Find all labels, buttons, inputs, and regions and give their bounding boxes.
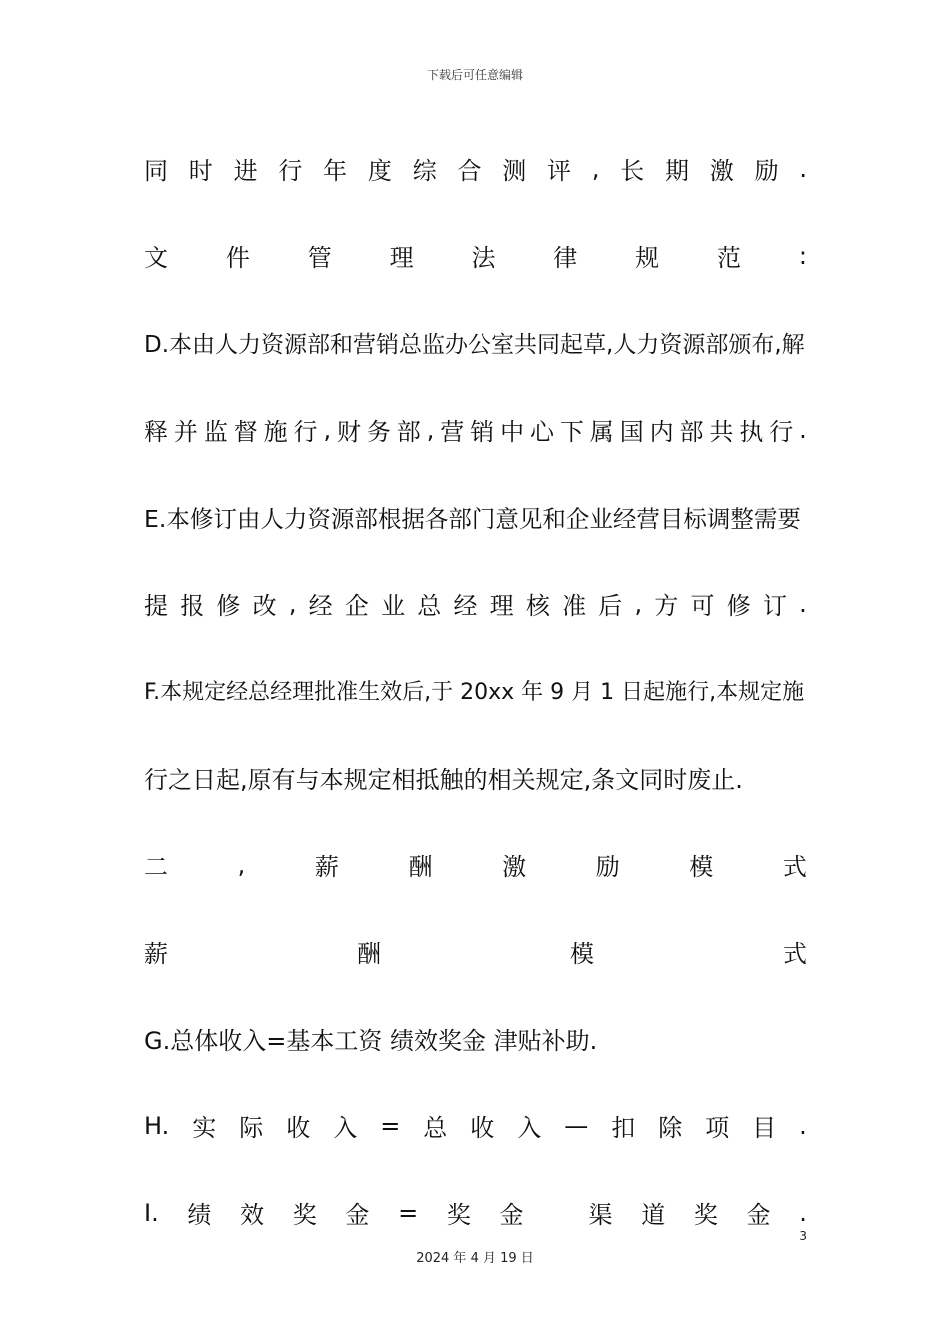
text-char: 企 bbox=[344, 592, 369, 620]
text-char: 管 bbox=[307, 244, 332, 272]
text-char: 目 bbox=[752, 1114, 777, 1142]
text-char: 实 bbox=[192, 1114, 217, 1142]
text-char: 总 bbox=[423, 1114, 448, 1142]
text-char: 渠 bbox=[588, 1201, 613, 1229]
text-char: : bbox=[798, 241, 807, 270]
text-run: D.本由人力资源部和营销总监办公室共同起草,人力资源部颁布,解 bbox=[144, 332, 805, 358]
text-char: 总 bbox=[417, 592, 442, 620]
text-char: 部 bbox=[679, 418, 704, 446]
text-char: 规 bbox=[635, 244, 660, 272]
text-char: 下 bbox=[559, 418, 584, 446]
text-char: 际 bbox=[239, 1114, 264, 1142]
text-char: 行 bbox=[769, 418, 794, 446]
text-char: 项 bbox=[705, 1114, 730, 1142]
text-run: 行之日起,原有与本规定相抵触的相关规定,条文同时废止. bbox=[144, 766, 743, 794]
text-char: 属 bbox=[589, 418, 614, 446]
document-body bbox=[144, 125, 807, 1256]
text-char: 改 bbox=[252, 592, 277, 620]
text-char: 后 bbox=[598, 592, 623, 620]
text-char: 业 bbox=[381, 592, 406, 620]
text-char: 共 bbox=[709, 418, 734, 446]
text-char: 并 bbox=[173, 418, 198, 446]
text-char: 绩 bbox=[187, 1201, 212, 1229]
text-char: 销 bbox=[470, 418, 495, 446]
text-line bbox=[144, 995, 807, 1082]
text-line bbox=[144, 125, 807, 212]
text-char: 核 bbox=[525, 592, 550, 620]
text-char: 励 bbox=[754, 157, 779, 185]
text-char: 模 bbox=[689, 853, 714, 881]
text-line bbox=[144, 647, 807, 734]
text-char: 内 bbox=[649, 418, 674, 446]
text-char: . bbox=[799, 589, 807, 618]
text-run: F.本规定经总经理批准生效后,于 20xx 年 9 月 1 日起施行,本规定施 bbox=[144, 680, 805, 705]
text-char: 心 bbox=[529, 418, 554, 446]
text-line bbox=[144, 908, 807, 995]
text-char: 部 bbox=[396, 418, 421, 446]
text-char: 修 bbox=[216, 592, 241, 620]
text-char: , bbox=[426, 415, 435, 444]
text-char: 激 bbox=[502, 853, 527, 881]
text-char: 金 bbox=[746, 1201, 771, 1229]
text-line bbox=[144, 1169, 807, 1256]
text-char: 除 bbox=[658, 1114, 683, 1142]
text-char: 件 bbox=[225, 244, 250, 272]
text-char: 式 bbox=[782, 853, 807, 881]
text-char: 合 bbox=[457, 157, 482, 185]
text-char: I. bbox=[144, 1198, 159, 1227]
text-char: 同 bbox=[144, 157, 168, 185]
text-char: 扣 bbox=[611, 1114, 636, 1142]
text-char: 奖 bbox=[446, 1201, 471, 1229]
text-char: 入 bbox=[517, 1114, 542, 1142]
text-char: . bbox=[799, 415, 807, 444]
text-line bbox=[144, 212, 807, 299]
text-char: 提 bbox=[144, 592, 168, 620]
text-char: 范 bbox=[717, 244, 742, 272]
text-char: 测 bbox=[502, 157, 527, 185]
text-char: 励 bbox=[595, 853, 620, 881]
text-char: 评 bbox=[547, 157, 572, 185]
text-char: 理 bbox=[489, 592, 514, 620]
text-char: 二 bbox=[144, 853, 168, 881]
text-char: . bbox=[799, 154, 807, 183]
text-char: 行 bbox=[278, 157, 303, 185]
text-char: , bbox=[237, 850, 246, 879]
text-char: 经 bbox=[453, 592, 478, 620]
text-char: 中 bbox=[500, 418, 525, 446]
text-char: 施 bbox=[263, 418, 288, 446]
text-line bbox=[144, 821, 807, 908]
text-char: 订 bbox=[762, 592, 787, 620]
text-char: 法 bbox=[471, 244, 496, 272]
text-char: . bbox=[799, 1111, 807, 1140]
text-char: 式 bbox=[783, 940, 807, 968]
text-line bbox=[144, 734, 807, 821]
text-char: 薪 bbox=[314, 853, 339, 881]
text-char: 入 bbox=[333, 1114, 358, 1142]
text-char: 金 bbox=[499, 1201, 524, 1229]
text-char: , bbox=[591, 154, 600, 183]
text-char: 酬 bbox=[357, 940, 381, 968]
text-char: 年 bbox=[323, 157, 348, 185]
text-char: 激 bbox=[709, 157, 734, 185]
text-char: 奖 bbox=[693, 1201, 718, 1229]
text-char: 收 bbox=[470, 1114, 495, 1142]
text-char: , bbox=[288, 589, 297, 618]
text-char: 营 bbox=[440, 418, 465, 446]
text-char: 模 bbox=[570, 940, 594, 968]
text-char: 进 bbox=[233, 157, 258, 185]
text-char: 期 bbox=[665, 157, 690, 185]
text-char: 文 bbox=[144, 244, 168, 272]
text-char: 道 bbox=[641, 1201, 666, 1229]
text-char: 薪 bbox=[144, 940, 168, 968]
text-line bbox=[144, 386, 807, 473]
text-char: 效 bbox=[240, 1201, 265, 1229]
text-char: = bbox=[380, 1111, 401, 1140]
text-char: 财 bbox=[336, 418, 361, 446]
text-char: . bbox=[799, 1198, 807, 1227]
text-char: 酬 bbox=[408, 853, 433, 881]
text-char: , bbox=[634, 589, 643, 618]
text-char: 执 bbox=[739, 418, 764, 446]
page-number: 3 bbox=[799, 1229, 807, 1243]
footer-date: 2024 年 4 月 19 日 bbox=[416, 1251, 534, 1266]
text-char: — bbox=[564, 1111, 589, 1140]
text-run: E.本修订由人力资源部根据各部门意见和企业经营目标调整需要 bbox=[144, 504, 801, 533]
text-char: 长 bbox=[620, 157, 645, 185]
text-char: 监 bbox=[203, 418, 228, 446]
text-char: 奖 bbox=[292, 1201, 317, 1229]
text-char: 时 bbox=[188, 157, 213, 185]
text-char: 国 bbox=[619, 418, 644, 446]
page-header: 下载后可任意编辑 bbox=[426, 68, 523, 82]
text-line bbox=[144, 1082, 807, 1169]
text-char: 经 bbox=[308, 592, 333, 620]
text-line bbox=[144, 299, 807, 386]
text-char: 理 bbox=[389, 244, 414, 272]
text-char: 可 bbox=[690, 592, 715, 620]
text-char: 督 bbox=[233, 418, 258, 446]
text-char: 行 bbox=[293, 418, 318, 446]
text-char: 修 bbox=[726, 592, 751, 620]
text-char: H. bbox=[144, 1111, 170, 1140]
text-char: 律 bbox=[553, 244, 578, 272]
text-char: 金 bbox=[345, 1201, 370, 1229]
text-char: 释 bbox=[144, 418, 168, 446]
text-char: 报 bbox=[180, 592, 205, 620]
text-run: G.总体收入=基本工资 绩效奖金 津贴补助. bbox=[144, 1027, 598, 1055]
text-char: 度 bbox=[367, 157, 392, 185]
text-char: = bbox=[398, 1198, 419, 1227]
text-line bbox=[144, 473, 807, 560]
text-char: 收 bbox=[286, 1114, 311, 1142]
text-char: 综 bbox=[412, 157, 437, 185]
text-char bbox=[552, 1199, 560, 1227]
text-char: 方 bbox=[654, 592, 679, 620]
text-char: 务 bbox=[366, 418, 391, 446]
text-line bbox=[144, 560, 807, 647]
text-char: 准 bbox=[562, 592, 587, 620]
text-char: , bbox=[323, 415, 332, 444]
